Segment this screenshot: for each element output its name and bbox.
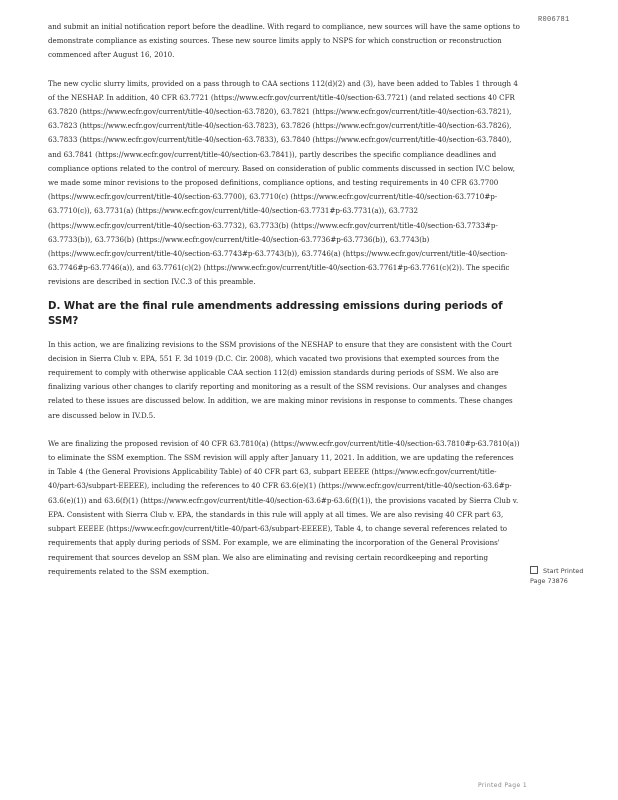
printed-page-marker[interactable] <box>530 566 600 586</box>
document-body <box>48 20 520 588</box>
paragraph-cyclic-limits: The new cyclic slurry limits, provided on a pass through to CAA sections 112(d)(2) and (3), have been added to Tables 1 through 4 of the NESHAP. In addition, 40 CFR 63.7721 (https://www.ecfr.gov/current/title-40/section-63.7721) (and related sections 40 CFR 63.7820 (https://www.ecfr.gov/current/title-40/section-63.7820), 63.7821 (https://www.ecfr.gov/current/title-40/section-63.7821), 63.7823 (https://www.ecfr.gov/current/title-40/section-63.7823), 63.7826 (https://www.ecfr.gov/current/title-40/section-63.7826), 63.7833 (https://www.ecfr.gov/current/title-40/section-63.7833), 63.7840 (https://www.ecfr.gov/current/title-40/section-63.7840), and 63.7841 (https://www.ecfr.gov/current/title-40/section-63.7841)), partly describes the specific compliance deadlines and compliance options related to the control of mercury. Based on consideration of public comments discussed in section IV.C below, we made some minor revisions to the proposed definitions, compliance options, and testing requirements in 40 CFR 63.7700 (https://www.ecfr.gov/current/title-40/section-63.7700), 63.7710(c) (https://www.ecfr.gov/current/title-40/section-63.7710#p-63.7710(c)), 63.7731(a) (https://www.ecfr.gov/current/title-40/section-63.7731#p-63.7731(a)), 63.7732 (https://www.ecfr.gov/current/title-40/section-63.7732), 63.7733(b) (https://www.ecfr.gov/current/title-40/section-63.7733#p-63.7733(b)), 63.7736(b) (https://www.ecfr.gov/current/title-40/section-63.7736#p-63.7736(b)), 63.7743(b) (https://www.ecfr.gov/current/title-40/section-63.7743#p-63.7743(b)), 63.7746(a) (https://www.ecfr.gov/current/title-40/section-63.7746#p-63.7746(a)), and 63.7761(c)(2) (https://www.ecfr.gov/current/title-40/section-63.7761#p-63.7761(c)(2)). The specific revisions are described in section IV.C.3 of this preamble. <box>48 78 518 287</box>
section-heading-ssm: D. What are the final rule amendments addressing emissions during periods of SSM? <box>48 300 503 327</box>
paragraph-ssm-revisions: In this action, we are finalizing revisions to the SSM provisions of the NESHAP to ensure that they are consistent with the Court decision in Sierra Club v. EPA, 551 F. 3d 1019 (D.C. Cir. 2008), which vacated two provisions that exempted sources from the requirement to comply with otherwise applicable CAA section 112(d) emission standards during periods of SSM. We also are finalizing various other changes to clarify reporting and monitoring as a result of the SSM revisions. Our analyses and changes related to these issues are discussed below. In addition, we are making minor revisions in response to comments. These changes are discussed below in IV.D.5. <box>48 339 513 420</box>
printed-page-marker-label: Start Printed Page 73876 <box>530 567 584 585</box>
paragraph-new-source-compliance: and submit an initial notification report before the deadline. With regard to compliance, new sources will have the same options to demonstrate compliance as existing sources. These new source limits apply to NSPS for which construction or reconstruction commenced after August 16, 2010. <box>48 22 520 60</box>
page-footer: Printed Page 1 <box>478 782 528 789</box>
paragraph-ssm-exemption: We are finalizing the proposed revision of 40 CFR 63.7810(a) (https://www.ecfr.gov/current/title-40/section-63.7810#p-63.7810(a)) to eliminate the SSM exemption. The SSM revision will apply after January 11, 2021. In addition, we are updating the references in Table 4 (the General Provisions Applicability Table) of 40 CFR part 63, subpart EEEEE (https://www.ecfr.gov/current/title-40/part-63/subpart-EEEEE), including the references to 40 CFR 63.6(e)(1) (https://www.ecfr.gov/current/title-40/section-63.6#p-63.6(e)(1)) and 63.6(f)(1) (https://www.ecfr.gov/current/title-40/section-63.6#p-63.6(f)(1)), the provisions vacated by Sierra Club v. EPA. Consistent with Sierra Club v. EPA, the standards in this rule will apply at all times. We are also revising 40 CFR part 63, subpart EEEEE (https://www.ecfr.gov/current/title-40/part-63/subpart-EEEEE), Table 4, to change several references related to requirements that apply during periods of SSM. For example, we are eliminating the incorporation of the General Provisions' requirement that sources develop an SSM plan. We also are eliminating and revising certain recordkeeping and reporting requirements related to the SSM exemption. <box>48 438 520 576</box>
page-marker-icon <box>530 566 538 574</box>
document-id: R006781 <box>538 16 570 24</box>
